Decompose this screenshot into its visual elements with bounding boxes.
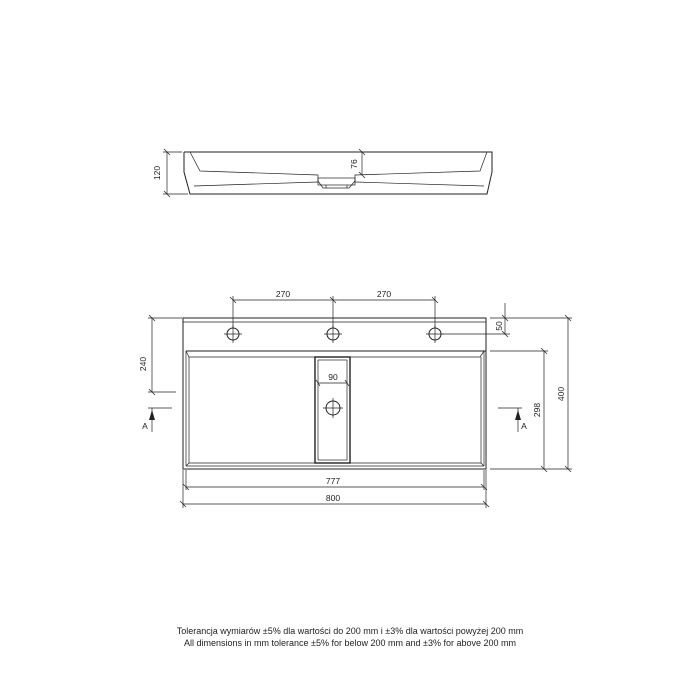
dim-bowl-depth: 240 — [138, 356, 148, 372]
side-view-drain — [318, 178, 355, 185]
dim-section-depth: 298 — [532, 402, 542, 418]
section-marker-left: A — [142, 421, 148, 431]
tolerance-note-polish: Tolerancja wymiarów ±5% dla wartości do 200 mm i ±3% dla wartości powyżej 200 mm — [176, 626, 524, 636]
dim-hole-offset: 50 — [494, 321, 504, 331]
dim-hole-spacing-left: 270 — [275, 289, 291, 299]
tolerance-note-english: All dimensions in mm tolerance ±5% for below 200 mm and ±3% for above 200 mm — [183, 638, 517, 648]
dim-inner-width: 777 — [325, 476, 341, 486]
side-view — [152, 149, 492, 197]
side-view-basin — [190, 152, 487, 188]
dim-hole-spacing-right: 270 — [376, 289, 392, 299]
dim-total-width: 800 — [325, 493, 341, 503]
top-view-outline — [183, 318, 486, 469]
dim-inner-depth: 76 — [349, 159, 359, 169]
dim-drain-width: 90 — [328, 372, 338, 382]
dim-total-depth: 400 — [556, 386, 566, 402]
section-marker-right: A — [521, 421, 527, 431]
top-view — [138, 289, 572, 508]
dim-side-height: 120 — [152, 165, 162, 181]
